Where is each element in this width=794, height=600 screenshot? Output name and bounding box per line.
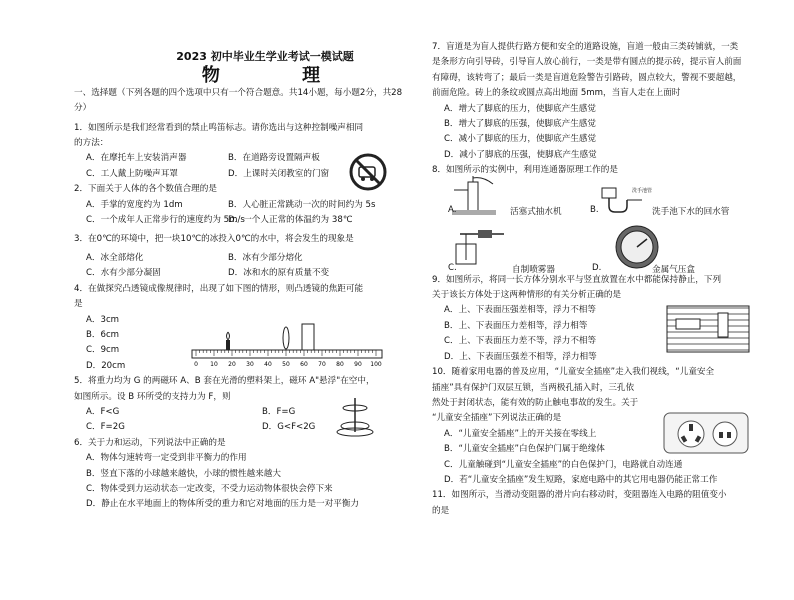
left-column — [74, 0, 456, 560]
ruler-label: 50 — [282, 361, 290, 368]
no-honking-sign-icon — [348, 152, 388, 192]
q8-option-d-letter: D. — [592, 263, 602, 273]
q1-option-a: A．在摩托车上安装消声器 — [86, 153, 187, 164]
q6-stem: 6．关于力和运动，下列说法中正确的是 — [74, 437, 226, 448]
floating-block-figure — [666, 305, 750, 353]
q6-option-b: B．竖直下落的小球越来越快，小球的惯性越来越大 — [86, 468, 281, 479]
q9-option-d: D．上、下表面压强差不相等，浮力相等 — [444, 351, 597, 362]
optical-bench-ruler-figure — [190, 322, 386, 370]
q3-option-c: C．水有少部分凝固 — [86, 268, 161, 279]
q10-option-c: C．儿童触碰到“儿童安全插座”的白色保护门，电路就自动连通 — [444, 459, 683, 470]
q8-option-a-label: 活塞式抽水机 — [510, 207, 562, 217]
q2-option-c: C．一个成年人正常步行的速度约为 5m/s — [86, 215, 245, 226]
ruler-label: 10 — [210, 361, 218, 368]
q5-stem-line2: 如图所示。设 B 环所受的支持力为 F，则 — [74, 391, 231, 402]
q6-option-c: C．物体受到力运动状态一定改变，不受力运动物体很快会停下来 — [86, 483, 333, 494]
q4-option-c: C．9cm — [86, 345, 120, 356]
ruler-label: 100 — [370, 361, 382, 368]
q3-option-a: A．冰全部熔化 — [86, 252, 144, 263]
q7-option-b: B．增大了脚底的压强，使脚底产生感觉 — [444, 119, 596, 130]
q7-line3: 有障碍，该转弯了；最后一类是盲道危险警告引路砖，圆点较大，警视不要超越， — [432, 72, 742, 83]
ruler-label: 0 — [194, 361, 198, 368]
q4-stem-line1: 4．在做探究凸透镜成像规律时，出现了如下图的情形，则凸透镜的焦距可能 — [74, 283, 364, 294]
q10-option-d: D．若“儿童安全插座”发生短路，家庭电路中的其它用电器仍能正常工作 — [444, 474, 718, 485]
q10-option-a: A．“儿童安全插座”上的开关接在零线上 — [444, 428, 597, 439]
q7-option-a: A．增大了脚底的压力，使脚底产生感觉 — [444, 103, 596, 114]
q8-option-d-label: 金属气压盒 — [652, 265, 695, 275]
exam-title: 2023 初中毕业生学业考试一模试题 — [176, 50, 354, 63]
q2-option-d: D．一个人正常的体温约为 38℃ — [228, 215, 353, 226]
flame-icon — [227, 332, 230, 340]
q6-option-a: A．物体匀速转弯一定受到非平衡力的作用 — [86, 453, 247, 464]
q9-option-b: B．上、下表面压力差相等，浮力相等 — [444, 320, 588, 331]
ruler-label: 60 — [300, 361, 308, 368]
q8-option-c-label: 自制喷雾器 — [512, 265, 555, 275]
q1-stem-line2: 的方法： — [74, 138, 109, 149]
q4-option-a: A．3cm — [86, 314, 120, 325]
q2-option-b: B．人心脏正常跳动一次的时间约为 5s — [228, 199, 376, 210]
homemade-sprayer-icon — [448, 226, 508, 268]
q1-option-d: D．上课时关闭教室的门窗 — [228, 168, 330, 179]
q3-stem: 3．在0℃的环境中，把一块10℃的冰投入0℃的水中，将会发生的现象是 — [74, 234, 354, 245]
q10-option-b: B．“儿童安全插座”白色保护门属于绝缘体 — [444, 444, 605, 455]
piston-pump-icon — [450, 176, 500, 216]
q9-option-a: A．上、下表面压强差相等，浮力不相等 — [444, 305, 596, 316]
q3-option-d: D．冰和水的原有质量不变 — [228, 268, 330, 279]
q9-line2: 关于该长方体处于这两种情形的有关分析正确的是 — [432, 290, 622, 301]
screen-icon — [302, 324, 314, 350]
q7-line1: 7．盲道是为盲人提供行路方便和安全的道路设施，盲道一般由三类砖铺就，一类 — [432, 42, 739, 52]
q1-option-c: C．工人戴上防噪声耳罩 — [86, 168, 178, 179]
candle-icon — [226, 340, 230, 350]
child-safety-socket-icon — [663, 412, 749, 454]
q9-option-c: C．上、下表面压力差不等，浮力不相等 — [444, 336, 597, 347]
ruler-label: 20 — [228, 361, 236, 368]
ruler-label: 70 — [318, 361, 326, 368]
q8-option-a-letter: A. — [448, 205, 457, 215]
section-heading: 一、选择题（下列各题的四个选项中只有一个符合题意。共14小题，每小题2分，共28分） — [74, 87, 403, 114]
q5-option-a: A．F<G — [86, 406, 120, 417]
q8-option-c-letter: C. — [448, 263, 457, 273]
ruler-label: 40 — [264, 361, 272, 368]
q1-option-b: B．在道路旁设置隔声板 — [228, 153, 320, 164]
q8-stem: 8．如图所示的实例中，利用连通器原理工作的是 — [432, 165, 618, 176]
q11-line1: 11．如图所示，当滑动变阻器的滑片向右移动时，变阻器连入电路的阻值变小 — [432, 490, 727, 501]
q2-option-a: A．手掌的宽度约为 1dm — [86, 199, 183, 210]
q8-option-b-label: 洗手池下水的回水管 — [652, 207, 730, 217]
ruler-label: 90 — [354, 361, 362, 368]
q4-option-b: B．6cm — [86, 329, 120, 340]
subject-title: 物 理 — [201, 65, 359, 87]
q11-line2: 的是 — [432, 505, 450, 516]
q8-tiny-label: 洗手池管 — [632, 188, 653, 194]
q7-option-c: C．减小了脚底的压力，使脚底产生感觉 — [444, 134, 597, 145]
q5-option-d: D．G<F<2G — [262, 422, 316, 433]
q7-option-d: D．减小了脚底的压强，使脚底产生感觉 — [444, 149, 597, 160]
q8-option-b-letter: B. — [590, 205, 599, 215]
q7-line2: 是条形方向引导砖，引导盲人放心前行，一类是带有圆点的提示砖，提示盲人前面 — [432, 57, 742, 68]
q7-line4: 前面危险。砖上的条纹或圆点高出地面 5mm，当盲人走在上面时 — [432, 88, 681, 99]
q5-option-c: C．F=2G — [86, 422, 125, 433]
q4-stem-line2: 是 — [74, 299, 83, 310]
q4-option-d: D．20cm — [86, 360, 126, 371]
q6-option-d: D．静止在水平地面上的物体所受的重力和它对地面的压力是一对平衡力 — [86, 499, 360, 510]
q10-line3: 然处于封闭状态，能有效的防止触电事故的发生。关于 — [432, 397, 639, 408]
ruler-label: 30 — [246, 361, 254, 368]
q2-stem: 2．下面关于人体的各个数值合理的是 — [74, 184, 217, 195]
q1-stem-line1: 1．如图所示是我们经常看到的禁止鸣笛标志。请你选出与这种控制噪声相同 — [74, 122, 364, 133]
q10-line1: 10．随着家用电器的普及应用，“儿童安全插座”走入我们视线，“儿童安全 — [432, 367, 715, 378]
q3-option-b: B．冰有少部分熔化 — [228, 252, 303, 263]
convex-lens-icon — [283, 327, 289, 349]
q10-line4: “儿童安全插座”下列说法正确的是 — [432, 413, 562, 424]
q5-stem-line1: 5．将重力均为 G 的两磁环 A、B 套在光滑的塑料架上，磁环 A"悬浮"在空中， — [74, 376, 375, 387]
q5-option-b: B．F=G — [262, 406, 296, 417]
magnetic-rings-figure — [335, 394, 375, 438]
ruler-label: 80 — [336, 361, 344, 368]
q9-line1: 9．如图所示，将同一长方体分别水平与竖直放置在水中都能保持静止，下列 — [432, 274, 722, 285]
q10-line2: 插座”具有保护门双层互锁，当两极孔插入时，三孔依 — [432, 382, 635, 393]
